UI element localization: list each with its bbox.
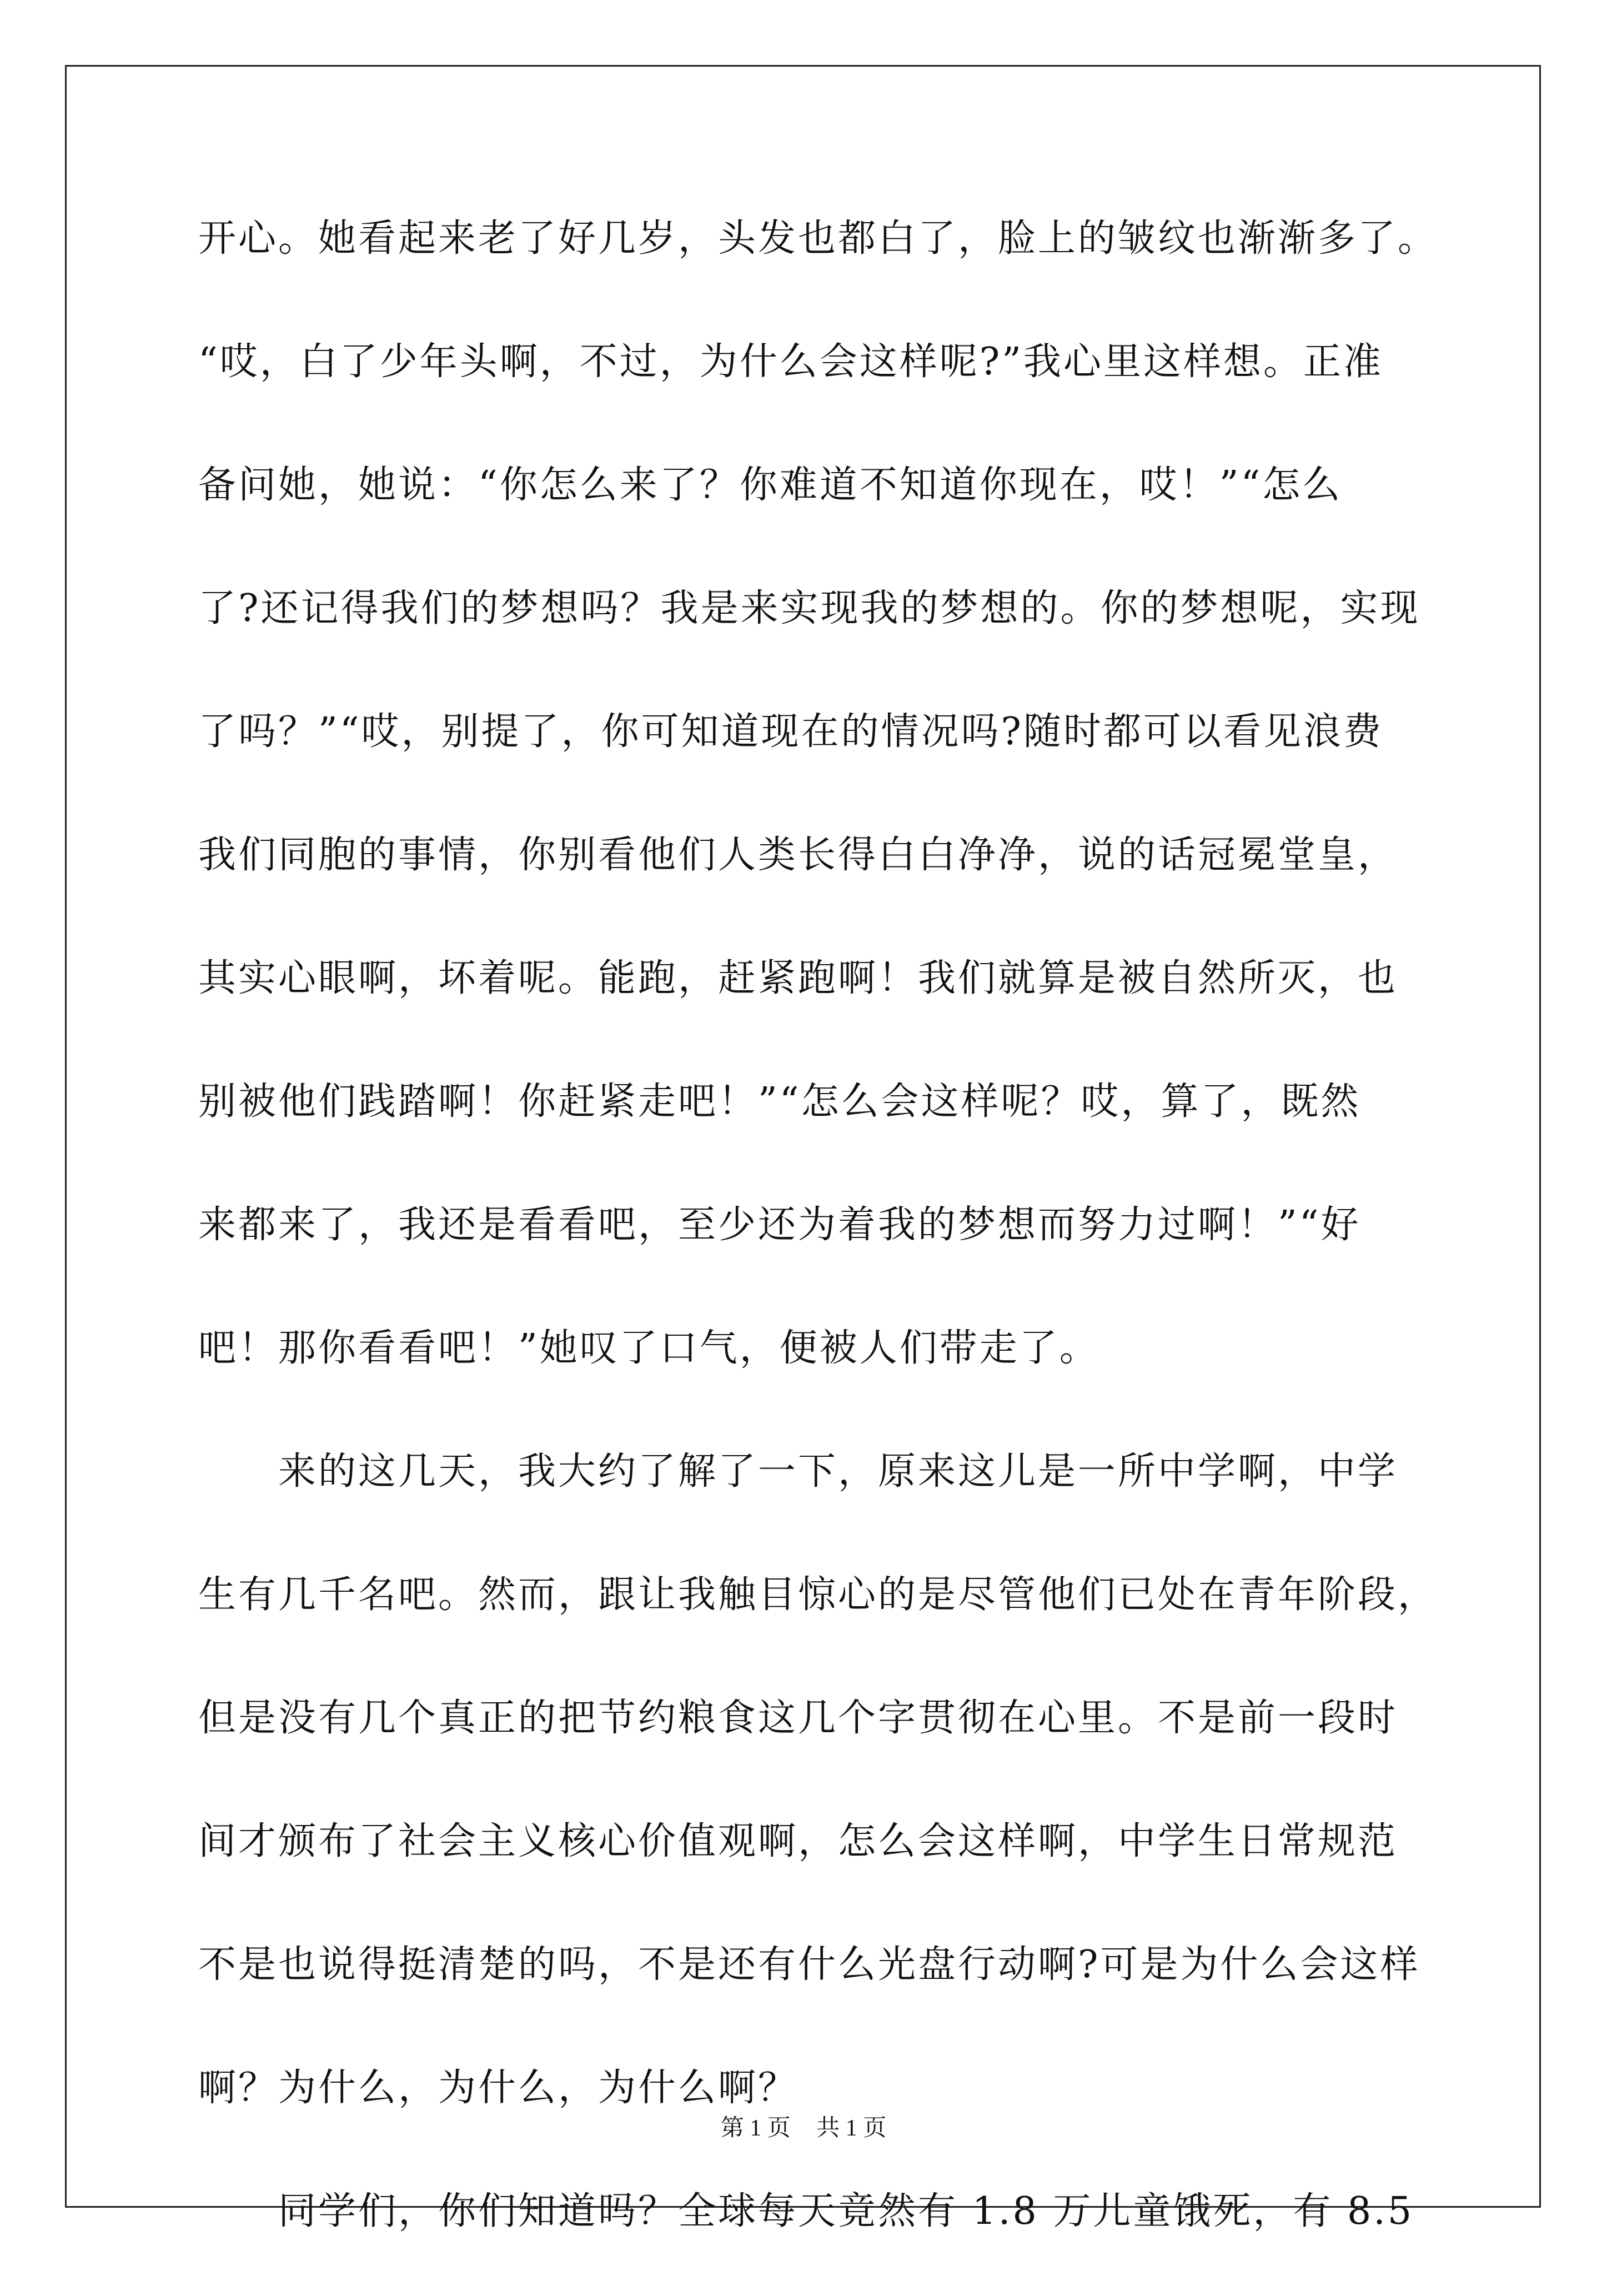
text-line: 了吗？”“哎，别提了，你可知道现在的情况吗?随时都可以看见浪费 (198, 710, 1383, 754)
text-line: 生有几千名吧。然而，跟让我触目惊心的是尽管他们已处在青年阶段， (198, 1573, 1438, 1617)
text-line: 来都来了，我还是看看吧，至少还为着我的梦想而努力过啊！”“好 (198, 1203, 1361, 1247)
text-line: 但是没有几个真正的把节约粮食这几个字贯彻在心里。不是前一段时 (198, 1696, 1398, 1740)
text-line: 间才颁布了社会主义核心价值观啊，怎么会这样啊，中学生日常规范 (198, 1819, 1398, 1863)
page-total: 共 1 页 (816, 2115, 887, 2141)
text-line: 别被他们践踏啊！你赶紧走吧！”“怎么会这样呢？哎，算了，既然 (198, 1080, 1361, 1124)
page-footer (0, 2109, 1607, 2143)
text-line: 了?还记得我们的梦想吗？我是来实现我的梦想的。你的梦想呢，实现 (198, 586, 1420, 630)
text-line: 来的这几天，我大约了解了一下，原来这儿是一所中学啊，中学 (198, 1450, 1398, 1493)
text-line: 我们同胞的事情，你别看他们人类长得白白净净，说的话冠冕堂皇， (198, 833, 1398, 877)
document-body (198, 200, 1438, 2296)
text-line: 开心。她看起来老了好几岁，头发也都白了，脸上的皱纹也渐渐多了。 (198, 217, 1438, 260)
text-line: 吧！那你看看吧！”她叹了口气，便被人们带走了。 (198, 1326, 1099, 1370)
text-line: “哎，白了少年头啊，不过，为什么会这样呢?”我心里这样想。正准 (198, 340, 1383, 384)
text-line: 不是也说得挺清楚的吗，不是还有什么光盘行动啊?可是为什么会这样 (198, 1943, 1420, 1987)
text-line: 同学们，你们知道吗？全球每天竟然有 1.8 万儿童饿死，有 8.5 (198, 2189, 1414, 2233)
text-line: 备问她，她说：“你怎么来了？你难道不知道你现在，哎！”“怎么 (198, 463, 1343, 507)
text-line: 其实心眼啊，坏着呢。能跑，赶紧跑啊！我们就算是被自然所灭，也 (198, 956, 1398, 1000)
page-number: 第 1 页 (720, 2115, 791, 2141)
text-line: 啊？为什么，为什么，为什么啊？ (198, 2066, 799, 2110)
